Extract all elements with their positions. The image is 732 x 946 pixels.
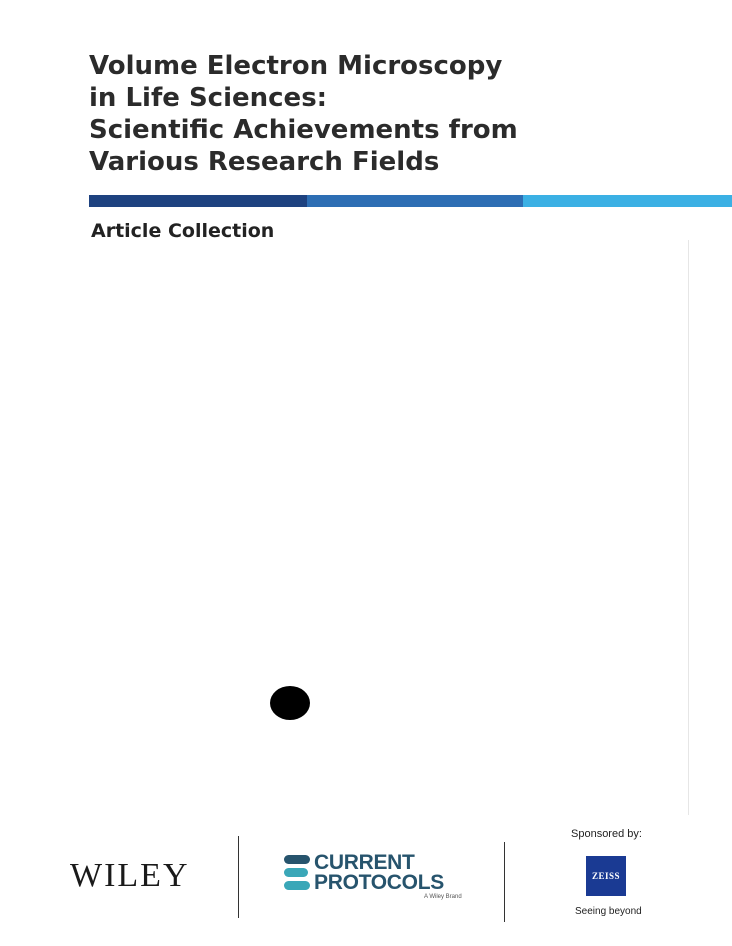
color-stripe-light [523, 195, 732, 207]
image-edge-line [688, 240, 689, 815]
footer-divider [238, 836, 239, 918]
cover-title [89, 50, 649, 178]
sponsored-by-label: Sponsored by: [571, 828, 642, 840]
current-protocols-tagline: A Wiley Brand [424, 894, 462, 900]
current-protocols-logo [284, 853, 474, 903]
color-stripe-mid [307, 195, 523, 207]
footer-divider [504, 842, 505, 922]
zeiss-logo: ZEISS [586, 856, 626, 896]
title-line: Volume Electron Microscopy [89, 51, 503, 81]
neuron-soma [270, 686, 310, 720]
current-protocols-icon [284, 855, 310, 891]
color-stripe-dark [89, 195, 307, 207]
current-protocols-line2: PROTOCOLS [314, 871, 444, 894]
wiley-logo: WILEY [70, 857, 190, 894]
current-protocols-line1: CURRENT [314, 851, 415, 874]
title-line: in Life Sciences: [89, 83, 328, 113]
zeiss-tagline: Seeing beyond [575, 906, 642, 917]
title-line: Scientific Achievements from [89, 115, 518, 145]
neuron-illustration [95, 235, 695, 820]
article-collection-label: Article Collection [91, 220, 275, 242]
title-line: Various Research Fields [89, 147, 440, 177]
